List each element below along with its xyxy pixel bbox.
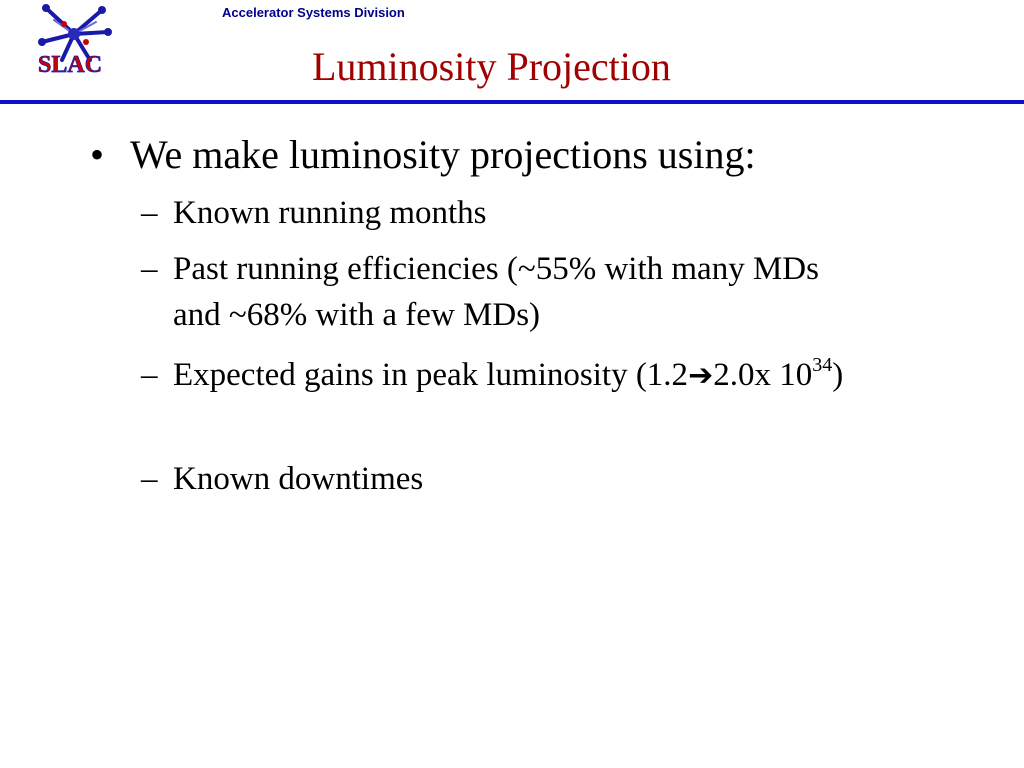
sub-bullet	[141, 456, 941, 502]
bullet-marker: •	[90, 132, 105, 177]
arrow-right-icon: ➔	[688, 358, 714, 393]
sub-bullet	[141, 190, 941, 236]
sub-bullet	[141, 246, 861, 338]
sub-bullet-text: Past running efficiencies (~55% with many MDs and ~68% with a few MDs)	[173, 251, 819, 333]
division-label: Accelerator Systems Division	[222, 5, 405, 20]
sub-bullet	[141, 352, 921, 399]
sub-bullet-marker: –	[141, 251, 158, 287]
sub-bullet-text: Expected gains in peak luminosity (1.2➔2.0x $10^{34}$)	[173, 354, 844, 393]
slac-logo-text: SLAC	[38, 52, 103, 78]
sub-bullet-marker: –	[141, 357, 158, 393]
sub-bullet-marker: –	[141, 195, 158, 231]
slide-title: Luminosity Projection	[312, 44, 671, 89]
sub-bullet-marker: –	[141, 461, 158, 497]
main-bullet-text: We make luminosity projections using:	[130, 132, 756, 177]
exponent: 34	[812, 354, 833, 376]
sub-bullet-text: Known downtimes	[173, 461, 424, 497]
sub-bullet-text: Known running months	[173, 195, 487, 231]
slac-logo	[24, 2, 124, 94]
main-bullet	[90, 131, 756, 179]
header-divider	[0, 100, 1024, 104]
